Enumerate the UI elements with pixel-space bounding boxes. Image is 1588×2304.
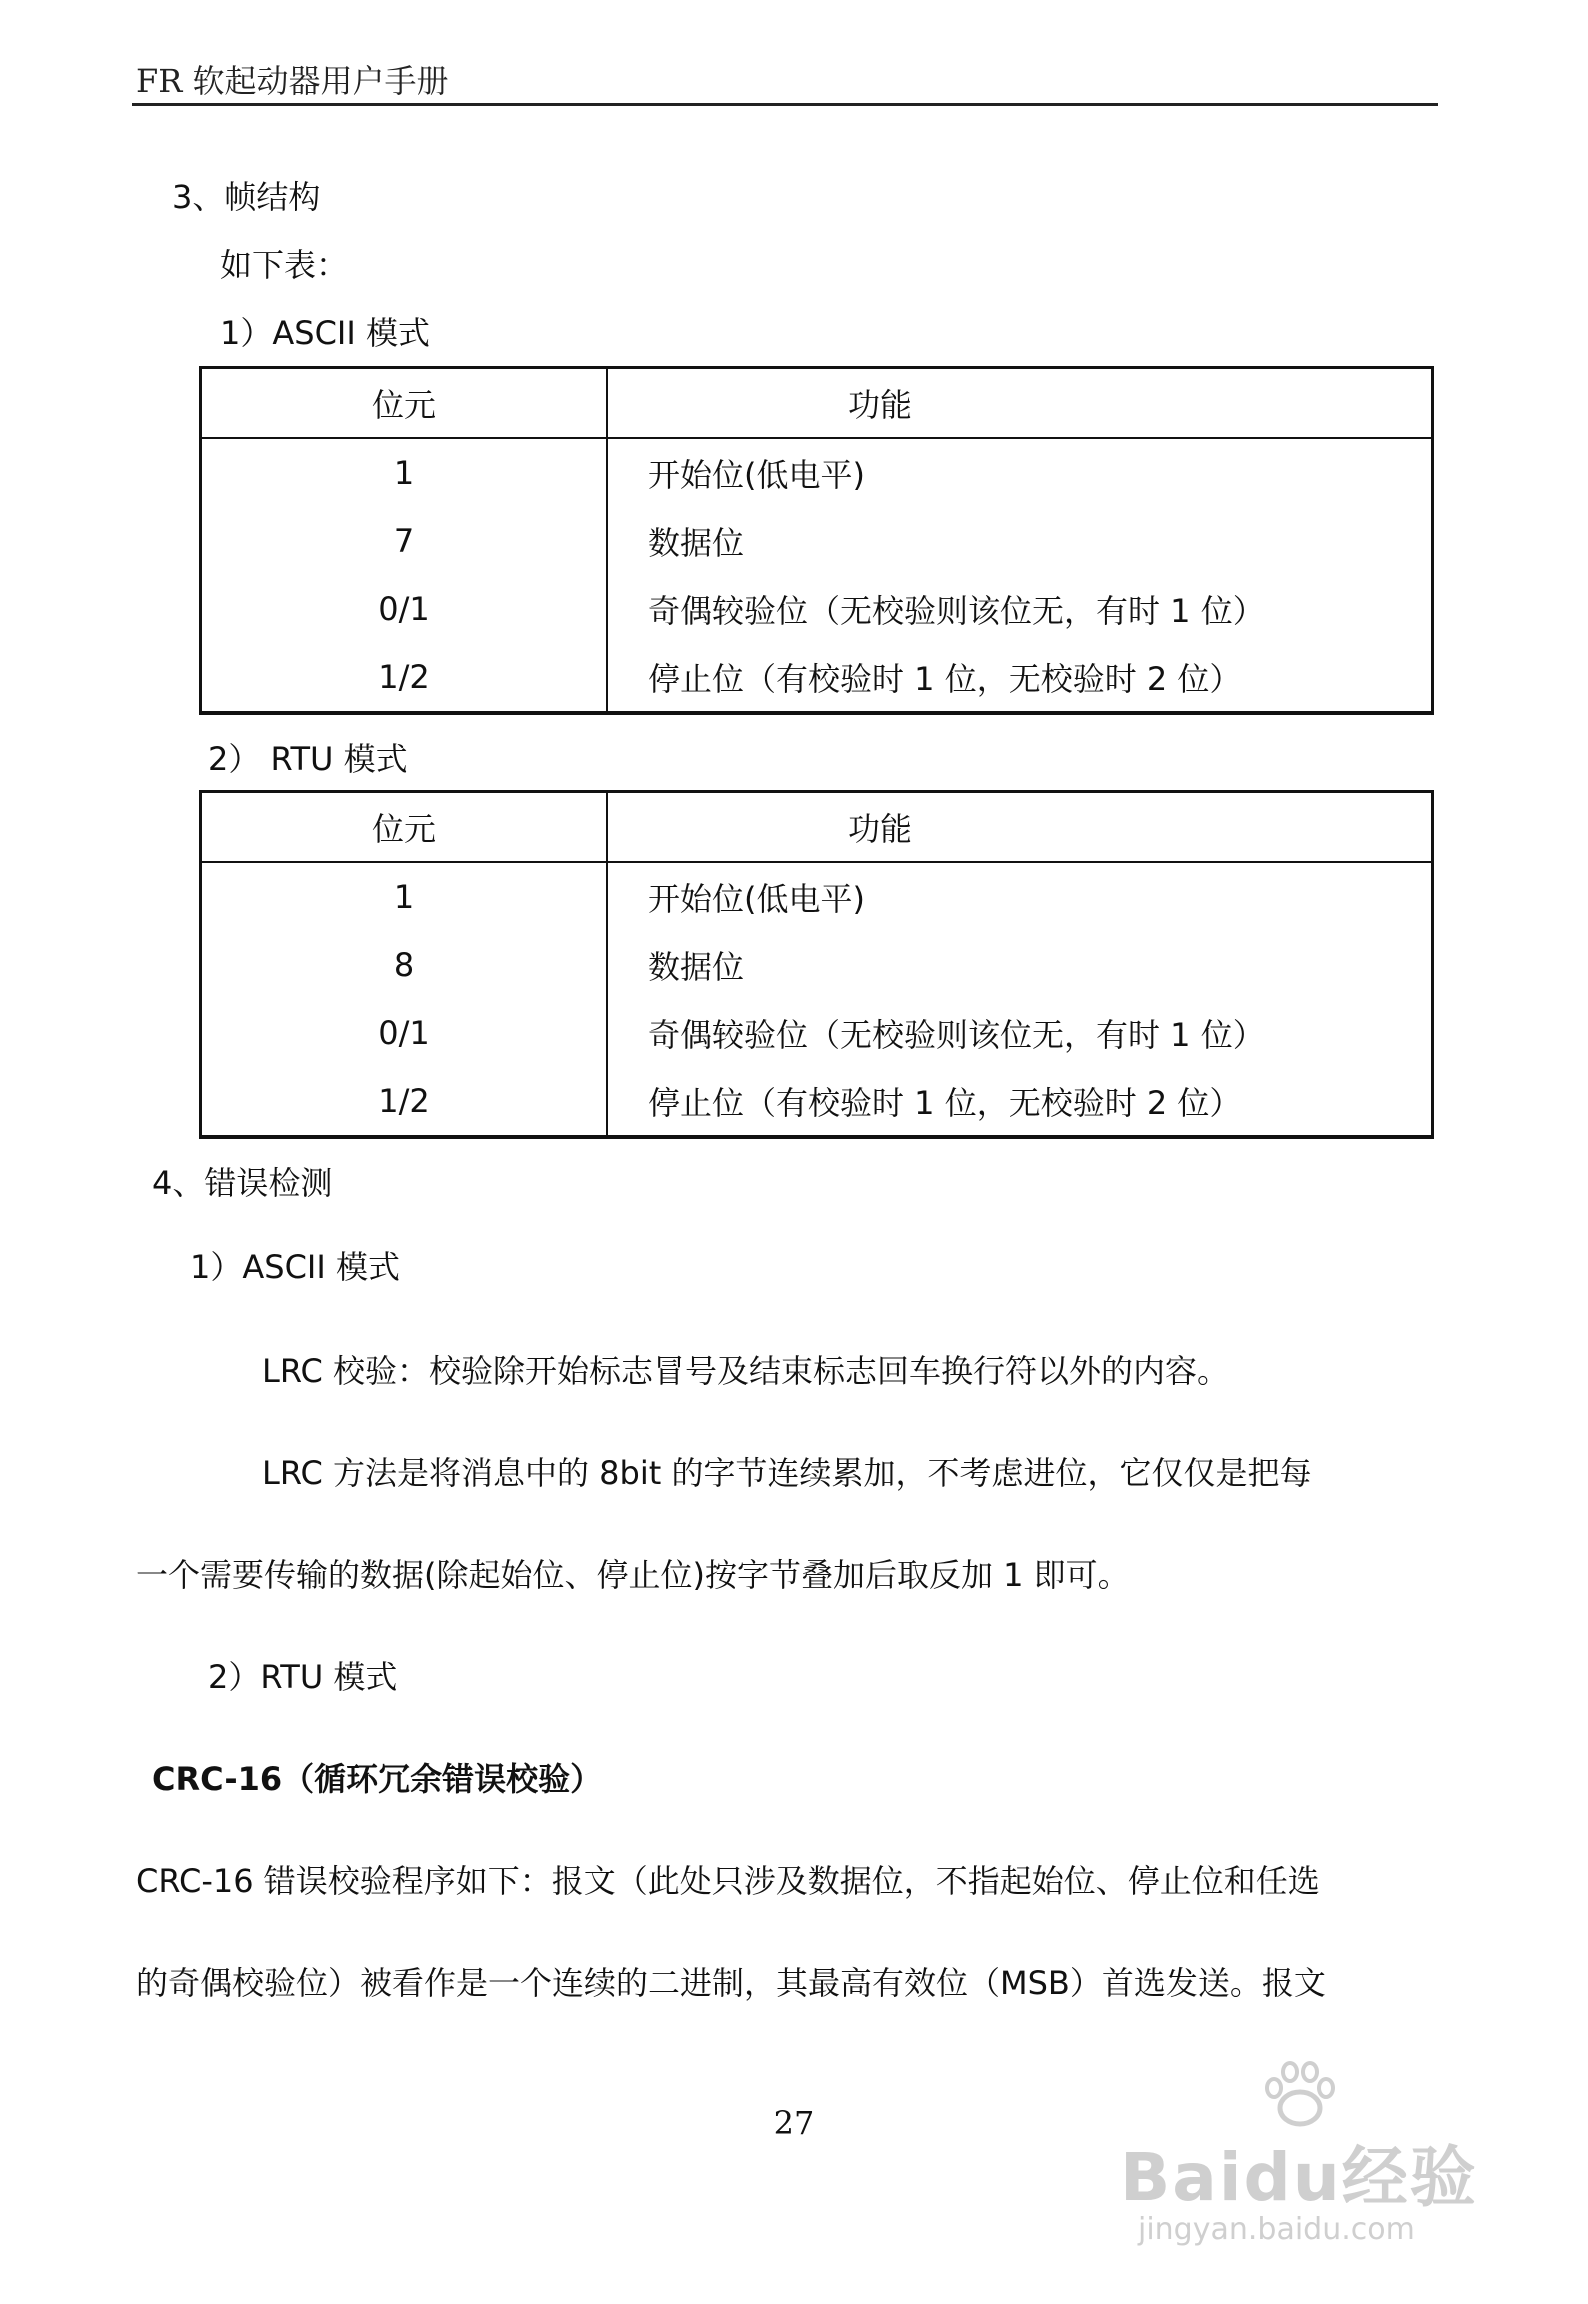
function-cell: 开始位(低电平) — [648, 880, 865, 918]
header-title: FR 软起动器用户手册 — [136, 62, 449, 100]
ascii-table-label: 1）ASCII 模式 — [220, 314, 430, 352]
table-row — [201, 643, 1433, 713]
bit-cell: 7 — [201, 507, 608, 575]
rtu-table-label: 2） RTU 模式 — [208, 740, 408, 778]
crc-paragraph-line-2: 的奇偶校验位）被看作是一个连续的二进制，其最高有效位（MSB）首选发送。报文 — [136, 1964, 1326, 2002]
function-cell: 数据位 — [648, 524, 745, 562]
ascii-mode-label: 1）ASCII 模式 — [190, 1248, 400, 1286]
column-header-function: 功能 — [607, 368, 1433, 439]
header-rule — [132, 103, 1438, 106]
baidu-watermark — [1120, 2060, 1500, 2260]
section3-heading: 3、帧结构 — [172, 178, 321, 216]
function-cell: 数据位 — [648, 948, 745, 986]
watermark-brand: Baidu经验 — [1120, 2139, 1478, 2216]
table-header-row — [201, 792, 1433, 863]
bit-cell: 1/2 — [201, 643, 608, 713]
column-header-function: 功能 — [607, 792, 1433, 863]
table-row — [201, 507, 1433, 575]
paw-icon — [1260, 2060, 1340, 2130]
table-row — [201, 1067, 1433, 1137]
bit-cell: 1/2 — [201, 1067, 608, 1137]
function-cell: 奇偶较验位（无校验则该位无，有时 1 位） — [648, 1016, 1265, 1054]
bit-cell: 8 — [201, 931, 608, 999]
table-row — [201, 862, 1433, 931]
section4-heading: 4、错误检测 — [152, 1164, 333, 1202]
table-row — [201, 999, 1433, 1067]
column-header-bit: 位元 — [201, 792, 608, 863]
rtu-frame-table — [199, 790, 1434, 1139]
column-header-bit: 位元 — [201, 368, 608, 439]
lrc-method-continuation: 一个需要传输的数据(除起始位、停止位)按字节叠加后取反加 1 即可。 — [136, 1556, 1130, 1594]
watermark-url: jingyan.baidu.com — [1138, 2212, 1415, 2247]
function-cell: 开始位(低电平) — [648, 456, 865, 494]
table-header-row — [201, 368, 1433, 439]
section3-intro: 如下表： — [220, 246, 349, 284]
table-row — [201, 575, 1433, 643]
bit-cell: 0/1 — [201, 575, 608, 643]
crc-paragraph-line-1: CRC-16 错误校验程序如下：报文（此处只涉及数据位，不指起始位、停止位和任选 — [136, 1862, 1320, 1900]
bit-cell: 0/1 — [201, 999, 608, 1067]
lrc-method-line: LRC 方法是将消息中的 8bit 的字节连续累加，不考虑进位，它仅仅是把每 — [262, 1454, 1312, 1492]
function-cell: 停止位（有校验时 1 位，无校验时 2 位） — [648, 1084, 1242, 1122]
bit-cell: 1 — [201, 438, 608, 507]
rtu-mode-label: 2）RTU 模式 — [208, 1658, 398, 1696]
function-cell: 停止位（有校验时 1 位，无校验时 2 位） — [648, 660, 1242, 698]
crc-heading: CRC-16（循环冗余错误校验） — [152, 1760, 603, 1798]
ascii-frame-table — [199, 366, 1434, 715]
page-number: 27 — [773, 2104, 815, 2142]
lrc-description: LRC 校验：校验除开始标志冒号及结束标志回车换行符以外的内容。 — [262, 1352, 1229, 1390]
table-row — [201, 931, 1433, 999]
table-row — [201, 438, 1433, 507]
function-cell: 奇偶较验位（无校验则该位无，有时 1 位） — [648, 592, 1265, 630]
bit-cell: 1 — [201, 862, 608, 931]
